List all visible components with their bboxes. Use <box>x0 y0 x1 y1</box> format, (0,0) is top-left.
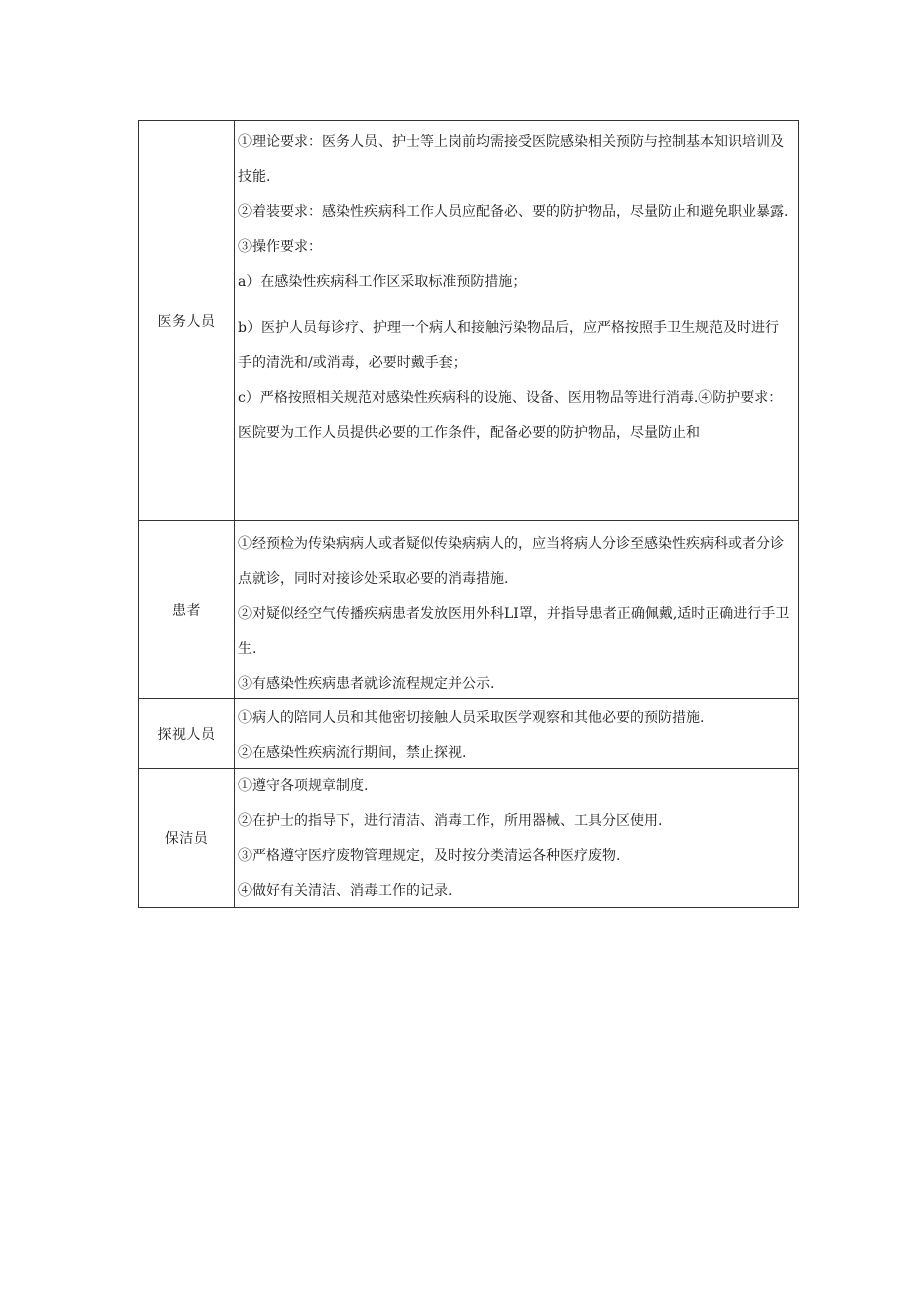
paragraph: ④做好有关清洁、消毒工作的记录. <box>238 883 453 899</box>
paragraph: ③操作要求： <box>238 239 322 255</box>
table-row <box>139 521 799 699</box>
paragraph: ③严格遵守医疗废物管理规定，及时按分类清运各种医疗废物. <box>238 848 621 864</box>
role-cell: 探视人员 <box>139 699 235 769</box>
paragraph: a）在感染性疾病科工作区采取标准预防措施； <box>238 274 527 290</box>
paragraph: ①遵守各项规章制度. <box>238 778 369 794</box>
content-cell <box>235 121 799 521</box>
table-row <box>139 121 799 521</box>
role-cell: 保洁员 <box>139 769 235 908</box>
paragraph: ②在感染性疾病流行期间，禁止探视. <box>238 745 467 761</box>
role-cell: 医务人员 <box>139 121 235 521</box>
paragraph: ②在护士的指导下，进行清洁、消毒工作，所用器械、工具分区使用. <box>238 813 663 829</box>
paragraph: ②着装要求：感染性疾病科工作人员应配备必、要的防护物品，尽量防止和避免职业暴露. <box>238 204 789 220</box>
spacer <box>238 300 792 311</box>
paragraph: ②对疑似经空气传播疾病患者发放医用外科LI罩，并指导患者正确佩戴,适时正确进行手卫生. <box>238 606 790 657</box>
table-row <box>139 699 799 769</box>
paragraph: b）医护人员每诊疗、护理一个病人和接触污染物品后，应严格按照手卫生规范及时进行手的清洗和/或消毒，必要时戴手套； <box>238 320 779 371</box>
paragraph: ①经预检为传染病病人或者疑似传染病病人的，应当将病人分诊至感染性疾病科或者分诊点就诊，同时对接诊处采取必要的消毒措施. <box>238 536 784 587</box>
paragraph: ①理论要求：医务人员、护士等上岗前均需接受医院感染相关预防与控制基本知识培训及技能. <box>238 134 784 185</box>
paragraph: ①病人的陪同人员和其他密切接触人员采取医学观察和其他必要的预防措施. <box>238 710 705 726</box>
role-cell: 患者 <box>139 521 235 699</box>
paragraph: ③有感染性疾病患者就诊流程规定并公示. <box>238 676 495 692</box>
table-row <box>139 769 799 908</box>
paragraph: c）严格按照相关规范对感染性疾病科的设施、设备、医用物品等进行消毒.④防护要求：医院要为工作人员提供必要的工作条件，配备必要的防护物品，尽量防止和 <box>238 390 783 441</box>
content-cell <box>235 699 799 769</box>
content-cell <box>235 769 799 908</box>
rules-table <box>138 120 799 908</box>
content-cell <box>235 521 799 699</box>
